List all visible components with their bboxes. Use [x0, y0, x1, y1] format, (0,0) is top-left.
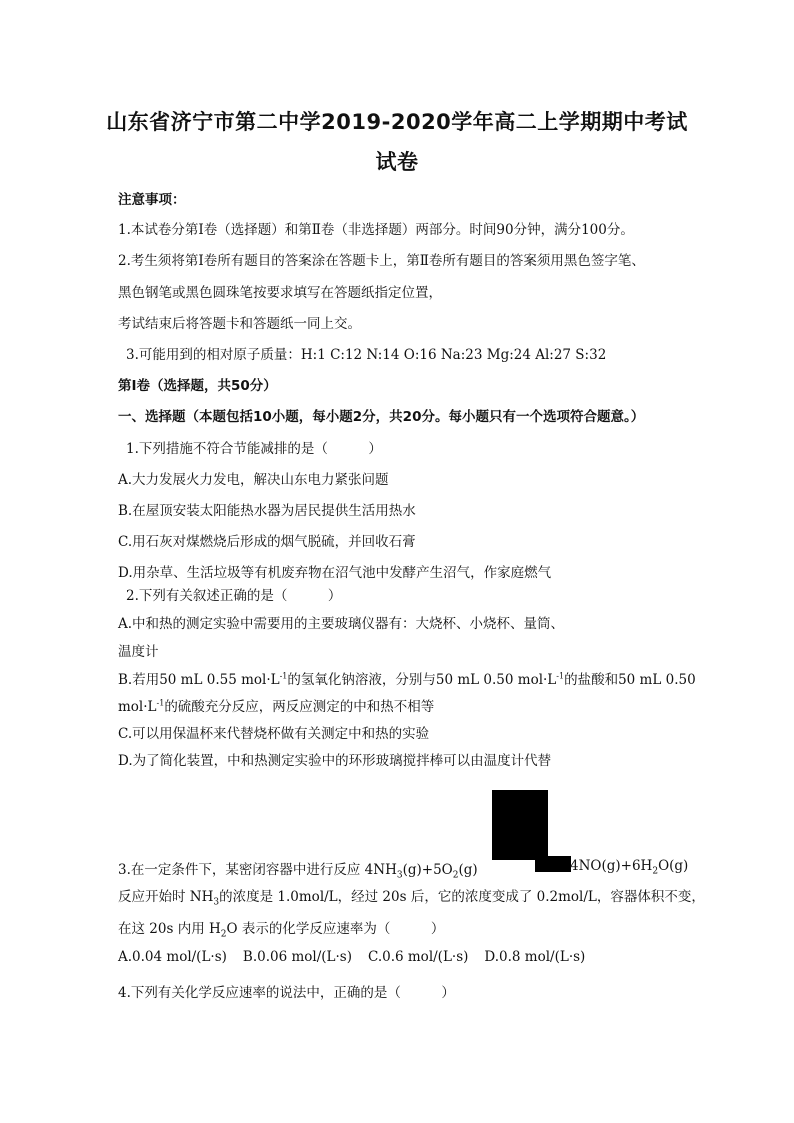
- q3-option-b: B.0.06 mol/(L·s): [242, 949, 352, 965]
- q3-sub-3: 2: [652, 866, 659, 877]
- q2-b-text-3: 的盐酸和50 mL 0.50: [564, 672, 696, 688]
- q2-b-text-1: B.若用50 mL 0.55 mol·L: [118, 672, 280, 688]
- notice-item-3: 3.可能用到的相对原子质量：H:1 C:12 N:14 O:16 Na:23 Mg:24 Al:27 S:32: [126, 347, 607, 363]
- q2-option-d: D.为了简化装置，中和热测定实验中的环形玻璃搅拌棒可以由温度计代替: [118, 753, 552, 769]
- page-title-line1: 山东省济宁市第二中学2019-2020学年高二上学期期中考试: [106, 110, 688, 134]
- q2-option-b-line2: [118, 695, 434, 715]
- q3-options: [118, 949, 601, 965]
- q2-stem: 2.下列有关叙述正确的是（ ）: [126, 588, 342, 604]
- q3-products-text-2: O(g): [658, 858, 689, 874]
- part-heading: 一、选择题（本题包括10小题，每小题2分，共20分。每小题只有一个选项符合题意。）: [118, 409, 645, 425]
- q2-option-b-line1: [118, 668, 696, 688]
- notice-item-2-line-2: 黑色钢笔或黑色圆珠笔按要求填写在答题纸指定位置，: [118, 285, 442, 301]
- q1-option-a: A.大力发展火力发电，解决山东电力紧张问题: [118, 472, 389, 488]
- q3-stem-line2: [118, 885, 705, 908]
- notice-item-2-line-3: 考试结束后将答题卡和答题纸一同上交。: [118, 316, 361, 332]
- notice-item-2-line-1: 2.考生须将第Ⅰ卷所有题目的答案涂在答题卡上，第Ⅱ卷所有题目的答案须用黑色签字笔、: [118, 253, 645, 269]
- q3-stem-line3: [118, 917, 445, 940]
- notice-heading: 注意事项：: [118, 192, 186, 208]
- q3-reactants-text: 3.在一定条件下，某密闭容器中进行反应 4NH: [118, 862, 397, 878]
- q1-option-d: D.用杂草、生活垃圾等有机废弃物在沼气池中发酵产生沼气，作家庭燃气: [118, 565, 552, 581]
- q2-b2-text-2: 的硫酸充分反应，两反应测定的中和热不相等: [164, 699, 435, 715]
- q3-products-text: 4NO(g)+6H: [570, 858, 653, 874]
- q3-products: [570, 858, 689, 877]
- q3-line3-text: 在这 20s 内用 H: [118, 921, 221, 937]
- notice-item-1: 1.本试卷分第Ⅰ卷（选择题）和第Ⅱ卷（非选择题）两部分。时间90分钟，满分100分。: [118, 222, 634, 238]
- q1-stem: 1.下列措施不符合节能减排的是（ ）: [126, 441, 382, 457]
- redacted-image-block: [492, 790, 548, 860]
- q3-reactants-text-2: (g)+5O: [402, 862, 453, 878]
- q2-option-a-line2: 温度计: [118, 644, 159, 660]
- q3-reactants-text-3: (g): [458, 862, 478, 878]
- q3-line2-text-2: 的浓度是 1.0mol/L，经过 20s 后，它的浓度变成了 0.2mol/L，容器体积不变，: [219, 889, 705, 905]
- redacted-image-strip: [535, 856, 571, 872]
- q3-option-a: A.0.04 mol/(L·s): [118, 949, 227, 965]
- q2-option-a-line1: A.中和热的测定实验中需要用的主要玻璃仪器有：大烧杯、小烧杯、量筒、: [118, 616, 565, 632]
- q2-option-c: C.可以用保温杯来代替烧杯做有关测定中和热的实验: [118, 726, 430, 742]
- q3-sub-1: 3: [396, 870, 403, 881]
- q1-option-c: C.用石灰对煤燃烧后形成的烟气脱硫，并回收石膏: [118, 534, 416, 550]
- q2-b-text-2: 的氢氧化钠溶液，分别与50 mL 0.50 mol·L: [287, 672, 557, 688]
- q3-line3-sub: 2: [220, 929, 227, 940]
- q2-b2-text-1: mol·L: [118, 699, 157, 715]
- q3-line3-text-2: O 表示的化学反应速率为（ ）: [226, 921, 445, 937]
- q3-option-c: C.0.6 mol/(L·s): [367, 949, 469, 965]
- page-title-line2: 试卷: [375, 150, 419, 174]
- q3-sub-2: 2: [452, 870, 459, 881]
- q4-stem: 4.下列有关化学反应速率的说法中，正确的是（ ）: [118, 985, 455, 1001]
- q3-stem-line1: [118, 858, 478, 881]
- q3-line2-text: 反应开始时 NH: [118, 889, 214, 905]
- q3-line2-sub: 3: [213, 897, 220, 908]
- q2-b2-sup: -1: [156, 698, 165, 708]
- q2-b-sup-1: -1: [279, 671, 288, 681]
- section-heading: 第Ⅰ卷（选择题，共50分）: [118, 378, 277, 394]
- q2-b-sup-2: -1: [556, 671, 565, 681]
- q1-option-b: B.在屋顶安装太阳能热水器为居民提供生活用热水: [118, 503, 416, 519]
- q3-option-d: D.0.8 mol/(L·s): [484, 949, 586, 965]
